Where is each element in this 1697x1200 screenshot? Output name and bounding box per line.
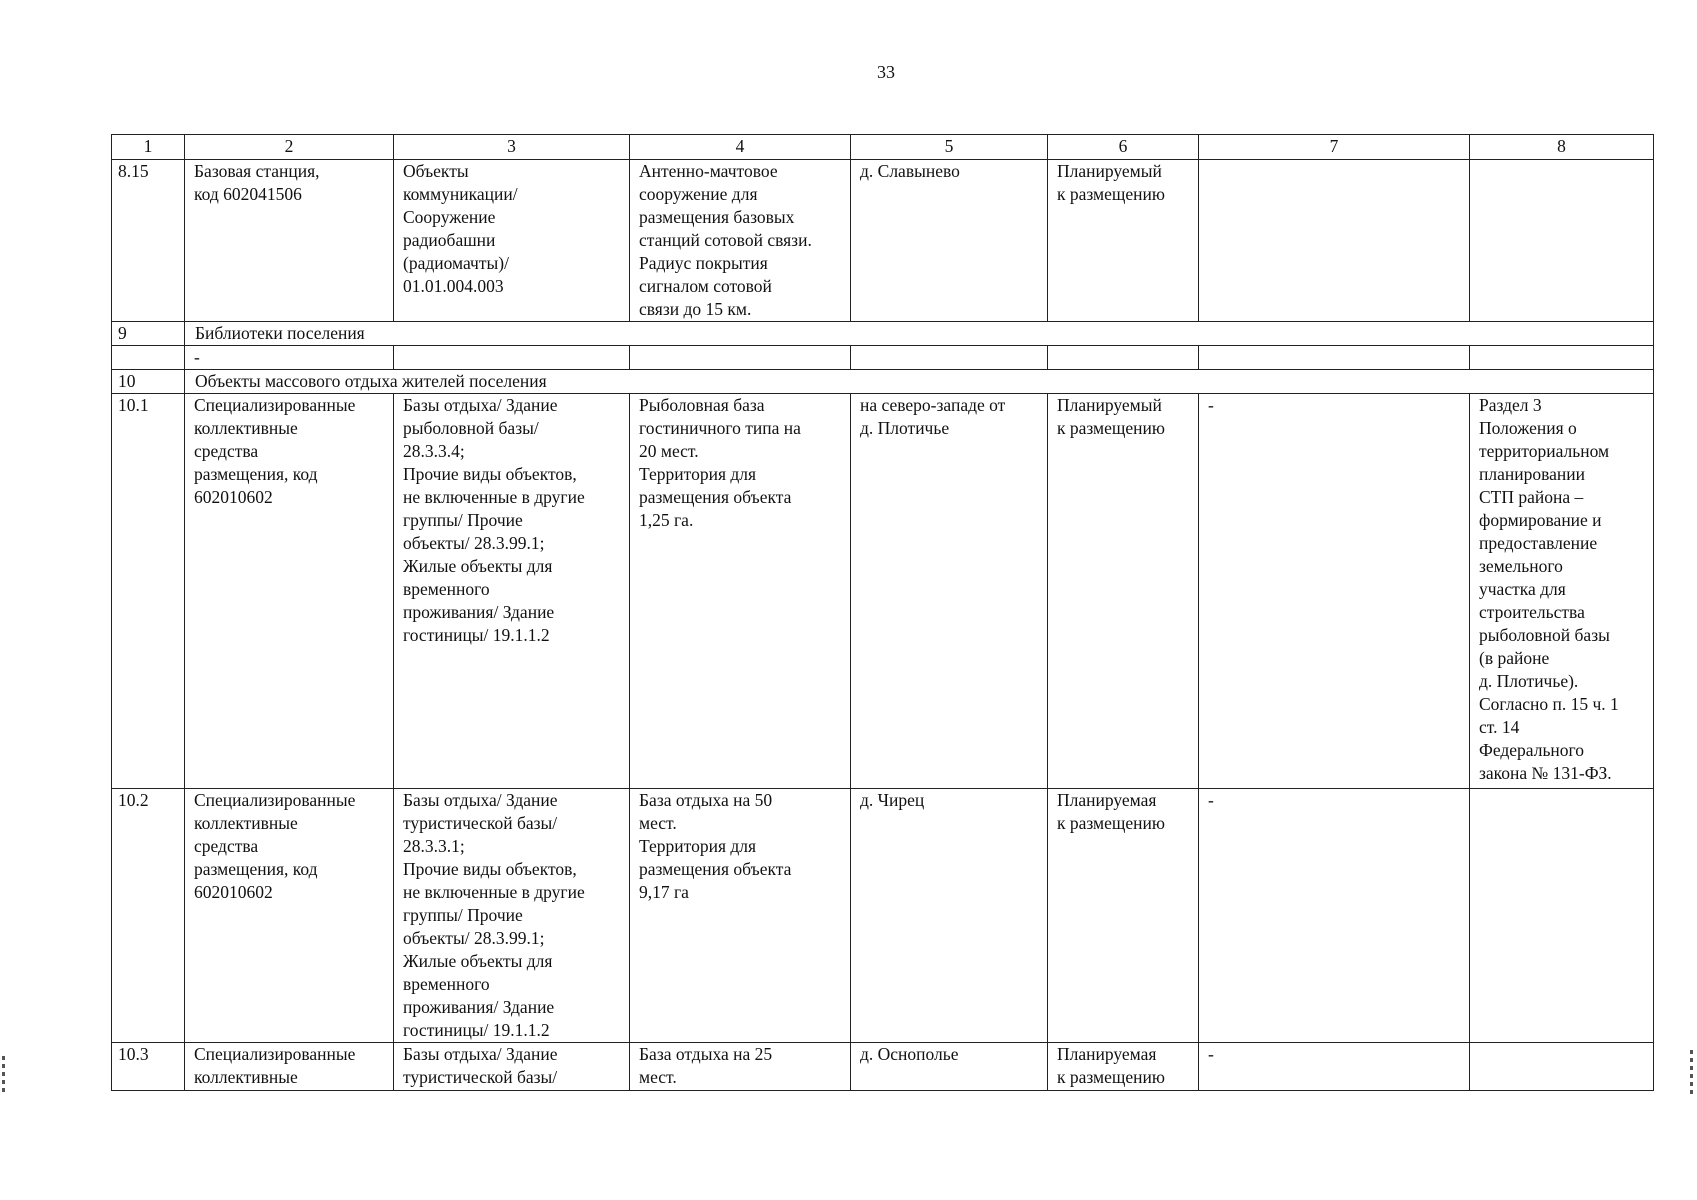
page-number: 33 bbox=[877, 62, 895, 82]
dash-cell: - bbox=[185, 346, 394, 370]
object-location: на северо-западе от д. Плотичье bbox=[851, 394, 1048, 789]
row-number: 8.15 bbox=[112, 160, 185, 322]
column-8-cell bbox=[1470, 789, 1654, 1043]
column-7-cell: - bbox=[1199, 1043, 1470, 1091]
column-8-cell bbox=[1470, 1043, 1654, 1091]
scan-edge-mark bbox=[1690, 1050, 1693, 1098]
header-cell: 2 bbox=[185, 135, 394, 160]
table-row bbox=[112, 1043, 1654, 1091]
object-description: База отдыха на 25 мест. bbox=[630, 1043, 851, 1091]
object-name: Специализированные коллективные bbox=[185, 1043, 394, 1091]
object-status: Планируемая к размещению bbox=[1048, 789, 1199, 1043]
object-name: Базовая станция, код 602041506 bbox=[185, 160, 394, 322]
empty-cell bbox=[1199, 346, 1470, 370]
row-number: 10.2 bbox=[112, 789, 185, 1043]
object-location: д. Оснополье bbox=[851, 1043, 1048, 1091]
object-type: Базы отдыха/ Здание туристической базы/ bbox=[394, 1043, 630, 1091]
section-title: Библиотеки поселения bbox=[185, 322, 1654, 346]
object-name: Специализированные коллективные средства размещения, код 602010602 bbox=[185, 789, 394, 1043]
object-description: База отдыха на 50 мест. Территория для размещения объекта 9,17 га bbox=[630, 789, 851, 1043]
section-number: 10 bbox=[112, 370, 185, 394]
object-location: д. Чирец bbox=[851, 789, 1048, 1043]
header-cell: 5 bbox=[851, 135, 1048, 160]
empty-cell bbox=[394, 346, 630, 370]
column-7-cell bbox=[1199, 160, 1470, 322]
object-location: д. Славынево bbox=[851, 160, 1048, 322]
row-number: 10.1 bbox=[112, 394, 185, 789]
row-number: 10.3 bbox=[112, 1043, 185, 1091]
column-7-cell: - bbox=[1199, 789, 1470, 1043]
header-cell: 8 bbox=[1470, 135, 1654, 160]
empty-cell bbox=[630, 346, 851, 370]
column-7-cell: - bbox=[1199, 394, 1470, 789]
object-description: Рыболовная база гостиничного типа на 20 мест. Территория для размещения объекта 1,25 га. bbox=[630, 394, 851, 789]
section-row bbox=[112, 370, 1654, 394]
header-cell: 1 bbox=[112, 135, 185, 160]
header-cell: 3 bbox=[394, 135, 630, 160]
table-row bbox=[112, 789, 1654, 1043]
column-8-cell bbox=[1470, 160, 1654, 322]
table-row bbox=[112, 394, 1654, 789]
header-cell: 7 bbox=[1199, 135, 1470, 160]
scan-edge-mark bbox=[2, 1056, 5, 1096]
column-8-cell: Раздел 3 Положения о территориальном планировании СТП района – формирование и предоставление земельного участка для строительства рыболовной базы (в районе д. Плотичье). Согласно п. 15 ч. 1 ст. 14 Федерального закона № 131-ФЗ. bbox=[1470, 394, 1654, 789]
empty-cell bbox=[851, 346, 1048, 370]
object-type: Базы отдыха/ Здание рыболовной базы/ 28.3.3.4; Прочие виды объектов, не включенные в другие группы/ Прочие объекты/ 28.3.99.1; Жилые объекты для временного проживания/ Здание гостиницы/ 19.1.1.2 bbox=[394, 394, 630, 789]
section-title: Объекты массового отдыха жителей поселения bbox=[185, 370, 1654, 394]
object-status: Планируемый к размещению bbox=[1048, 394, 1199, 789]
section-row bbox=[112, 322, 1654, 346]
object-status: Планируемая к размещению bbox=[1048, 1043, 1199, 1091]
planning-table bbox=[111, 134, 1654, 1091]
object-name: Специализированные коллективные средства размещения, код 602010602 bbox=[185, 394, 394, 789]
empty-cell bbox=[1470, 346, 1654, 370]
object-type: Базы отдыха/ Здание туристической базы/ 28.3.3.1; Прочие виды объектов, не включенные в другие группы/ Прочие объекты/ 28.3.99.1; Жилые объекты для временного проживания/ Здание гостиницы/ 19.1.1.2 bbox=[394, 789, 630, 1043]
header-cell: 4 bbox=[630, 135, 851, 160]
column-number-header bbox=[112, 135, 1654, 160]
object-type: Объекты коммуникации/ Сооружение радиобашни (радиомачты)/ 01.01.004.003 bbox=[394, 160, 630, 322]
table-row bbox=[112, 160, 1654, 322]
object-status: Планируемый к размещению bbox=[1048, 160, 1199, 322]
section-number: 9 bbox=[112, 322, 185, 346]
empty-row bbox=[112, 346, 1654, 370]
empty-cell bbox=[1048, 346, 1199, 370]
row-number bbox=[112, 346, 185, 370]
header-cell: 6 bbox=[1048, 135, 1199, 160]
object-description: Антенно-мачтовое сооружение для размещения базовых станций сотовой связи. Радиус покрытия сигналом сотовой связи до 15 км. bbox=[630, 160, 851, 322]
